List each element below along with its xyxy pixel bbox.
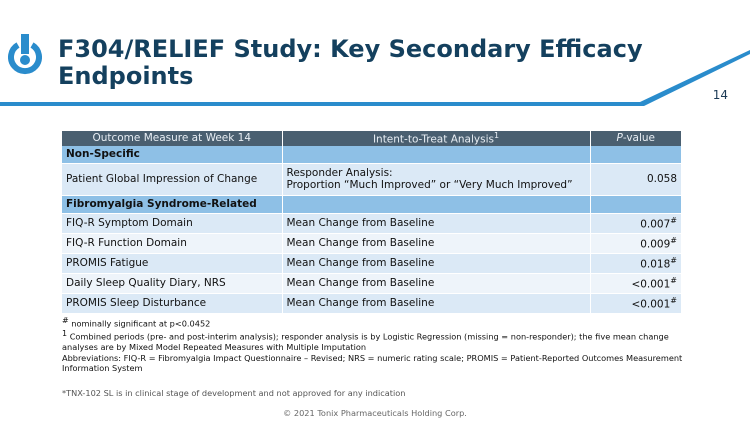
header-p-value: P-value: [590, 131, 681, 146]
section-row-fibromyalgia: Fibromyalgia Syndrome-Related: [62, 195, 681, 213]
copyright-text: © 2021 Tonix Pharmaceuticals Holding Corp.: [283, 408, 467, 418]
header-outcome-measure: Outcome Measure at Week 14: [62, 131, 282, 146]
footnote-analysis-method: $^1$ Combined periods (pre- and post-interim analysis); responder analysis is by Logistic Regression (missing = non-responder); the five mean change analyses are by Mixed Model Repeated Measures with Multiple Imputation: [62, 329, 669, 353]
disclaimer-text: *TNX-102 SL is in clinical stage of development and not approved for any indication: [62, 388, 406, 398]
table-row: FIQ-R Symptom Domain Mean Change from Baseline 0.007#: [62, 213, 681, 233]
table-row: Patient Global Impression of Change Responder Analysis: Proportion “Much Improved” or “Very Much Improved” 0.058: [62, 163, 681, 195]
table-row: FIQ-R Function Domain Mean Change from Baseline 0.009#: [62, 233, 681, 253]
table-row: Daily Sleep Quality Diary, NRS Mean Change from Baseline <0.001#: [62, 273, 681, 293]
header-itt-analysis: Intent-to-Treat Analysis$^1$: [282, 131, 590, 146]
section-row-non-specific: Non-Specific: [62, 146, 681, 164]
table-header-row: [62, 131, 681, 146]
footnotes: [62, 316, 702, 374]
page-title: F304/RELIEF Study: Key Secondary Efficacy Endpoints: [58, 35, 643, 90]
footnote-abbreviations: Abbreviations: FIQ-R = Fibromyalgia Impact Questionnaire – Revised; NRS = numeric rating scale; PROMIS = Patient-Reported Outcomes Measurement Information System: [62, 352, 683, 374]
header-swoosh-divider: [0, 40, 750, 110]
slide-number: 14: [712, 88, 728, 102]
table-row: PROMIS Fatigue Mean Change from Baseline 0.018#: [62, 253, 681, 273]
footnote-significance: # nominally significant at p<0.0452: [62, 316, 211, 329]
analysis-cell: Responder Analysis: Proportion “Much Improved” or “Very Much Improved”: [282, 163, 590, 195]
table-row: PROMIS Sleep Disturbance Mean Change from Baseline <0.001#: [62, 293, 681, 313]
secondary-endpoints-table: [62, 131, 681, 314]
